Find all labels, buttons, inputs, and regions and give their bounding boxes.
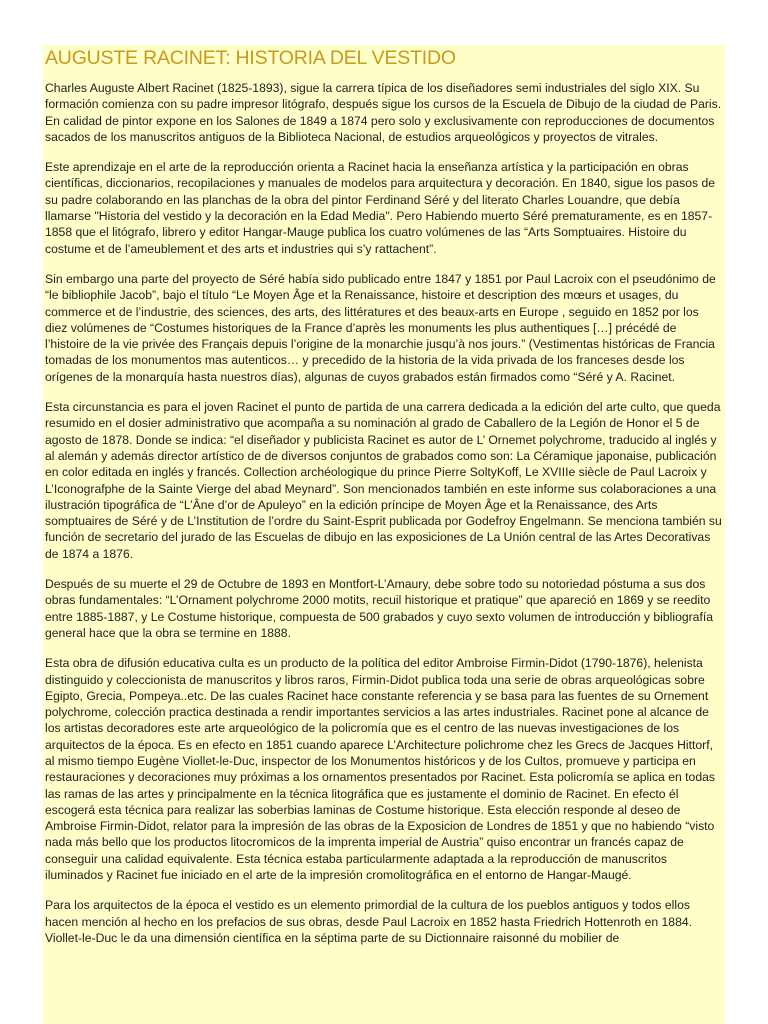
document-title: AUGUSTE RACINET: HISTORIA DEL VESTIDO bbox=[45, 47, 456, 69]
paragraph-3: Sin embargo una parte del proyecto de Séré había sido publicado entre 1847 y 1851 por Paul Lacroix con el pseudónimo de “le bibliophile Jacob”, bajo el título “Le Moyen Âge et la Renaissance, histoire et description des mœurs et usages, du commerce et de l’industrie, des sciences, des arts, des littératures et des beaux-arts en Europe , seguido en 1852 por los diez volúmenes de “Costumes historiques de la France d’après les monuments les plus authentiques […] précédé de l’histoire de la vie privée des Français depuis l’origine de la monarchie jusqu’à nos jours.” (Vestimentas históricas de Francia tomadas de los monumentos mas autenticos… y precedido de la historia de la vida privada de los franceses desde los orígenes de la monarquía hasta nuestros días), algunas de cuyos grabados están firmados como “Séré y A. Racinet. bbox=[45, 271, 716, 384]
paragraph-1: Charles Auguste Albert Racinet (1825-1893), sigue la carrera típica de los diseñadores semi industriales del siglo XIX. Su formación comienza con su padre impresor litógrafo, después sigue los cursos de la Escuela de Dibujo de la ciudad de Paris. En calidad de pintor expone en los Salones de 1849 a 1874 pero solo y exclusivamente con reproducciones de documentos sacados de los manuscritos antiguos de la Biblioteca Nacional, de estudios arqueológicos y proyectos de vitrales. bbox=[45, 81, 722, 144]
paragraph-5: Después de su muerte el 29 de Octubre de 1893 en Montfort-L’Amaury, debe sobre todo su notoriedad póstuma a sus dos obras fundamentales: “L’Ornament polychrome 2000 motits, recuil historique et pratique” que apareció en 1869 y se reedito entre 1885-1887, y Le Costume historique, compuesta de 500 grabados y cuyo sexto volumen de introducción y bibliografía general hace que la obra se termine en 1888. bbox=[45, 577, 714, 640]
document-page bbox=[43, 45, 725, 1024]
paragraph-6: Esta obra de difusión educativa culta es un producto de la política del editor Ambroise Firmin-Didot (1790-1876), helenista distinguido y coleccionista de manuscritos y libros raros, Firmin-Didot publica toda una serie de obras arqueológicas sobre Egipto, Grecia, Pompeya..etc. De las cuales Racinet hace constante referencia y se basa para las fuentes de su Ornement polychrome, colección practica destinada a rendir importantes servicios a las artes industriales. Racinet pone al alcance de los artistas decoradores este arte arqueológico de la policromía que es el centro de las nuevas investigaciones de los arquitectos de la época. Es en efecto en 1851 cuando aparece L’Architecture polichrome chez les Grecs de Jacques Hittorf, al mismo tiempo Eugène Viollet-le-Duc, inspector de los Monumentos históricos y de los Cultos, promueve y participa en restauraciones y decoraciones muy próximas a los ornamentos presentados por Racinet. Esta policromía se aplica en todas las ramas de las artes y principalmente en la técnica litográfica que es justamente el dominio de Racinet. En efecto él escogerá esta técnica para realizar las soberbias laminas de Costume historique. Esta elección responde al deseo de Ambroise Firmin-Didot, relator para la impresión de las obras de la Exposicion de Londres de 1851 y que no habiendo “visto nada más bello que los productos litocromicos de la imprenta imperial de Austria” quiso encontrar un francés capaz de conseguir una calidad equivalente. Esta técnica estaba particularmente adaptada a la reproducción de manuscritos iluminados y Racinet fue iniciado en el arte de la impresión cromolitográfica en el entorno de Hangar-Maugé. bbox=[45, 656, 715, 883]
paragraph-4: Esta circunstancia es para el joven Racinet el punto de partida de una carrera dedicada a la edición del arte culto, que queda resumido en el dosier administrativo que acompaña a su nominación al grado de Caballero de la Legión de Honor el 5 de agosto de 1878. Donde se indica: “el diseñador y publicista Racinet es autor de L’ Ornemet polychrome, traducido al inglés y al alemán y además director artístico de de diversos conjuntos de grabados como son: La Céramique japonaise, publicación en color editada en inglés y francés. Collection archéologique du prince Pierre SoltyKoff, Le XVIIIe siècle de Paul Lacroix y L’Iconografphe de la Sainte Vierge del abad Meynard”. Son mencionados también en este informe sus colaboraciones a una ilustración tipográfica de “L’Âne d’or de Apuleyo” en la edición príncipe de Moyen Âge et la Renaissance, des Arts somptuaires de Séré y de L’Institution de l’ordre du Saint-Esprit publicada por Godefroy Engelmann. Se menciona también su función de secretario del jurado de las Escuelas de dibujo en las exposiciones de La Unión central de las Artes Decorativas de 1874 a 1876. bbox=[45, 400, 722, 561]
paragraph-7: Para los arquitectos de la época el vestido es un elemento primordial de la cultura de los pueblos antiguos y todos ellos hacen mención al hecho en los prefacios de sus obras, desde Paul Lacroix en 1852 hasta Friedrich Hottenroth en 1884. Viollet-le-Duc le da una dimensión científica en la séptima parte de su Dictionnaire raisonné du mobilier de bbox=[45, 898, 693, 945]
paragraph-2: Este aprendizaje en el arte de la reproducción orienta a Racinet hacia la enseñanza artística y la participación en obras científicas, diccionarios, recopilaciones y manuales de modelos para arquitectura y decoración. En 1840, sigue los pasos de su padre colaborando en las planchas de la obra del pintor Ferdinand Séré y del literato Charles Louandre, que debía llamarse "Historia del vestido y la decoración en la Edad Media". Pero Habiendo muerto Séré prematuramente, es en 1857-1858 que el litógrafo, librero y editor Hangar-Mauge publica los cuatro volúmenes de las “Arts Somptuaires. Histoire du costume et de l’ameublement et des arts et industries qui s’y rattachent”. bbox=[45, 160, 716, 256]
